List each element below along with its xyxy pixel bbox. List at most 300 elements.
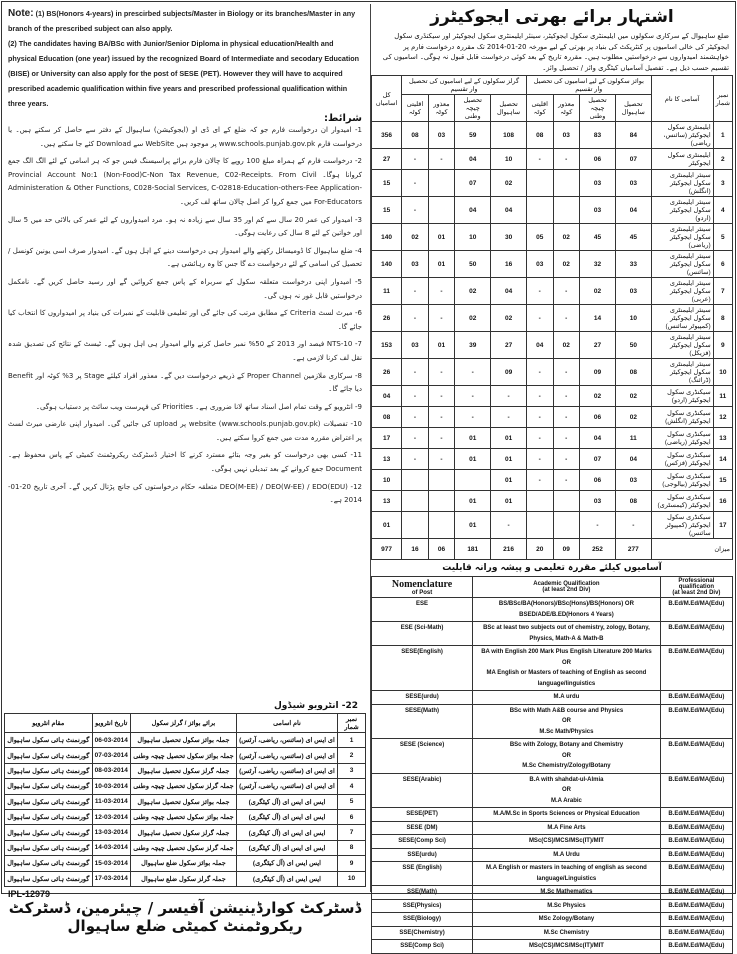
qual-header-cell [372,577,473,598]
vacancy-row [372,428,733,449]
vacancy-count: 16 [491,251,527,278]
vacancy-row [372,491,733,512]
vacancy-count [402,512,429,539]
schedule-cell: 17-03-2014 [92,871,130,886]
qual-cell: B.Ed/M.Ed/MA(Edu) [660,704,732,739]
vacancy-count: - [526,407,553,428]
row-post: سیکنڈری سکول ایجوکیٹر (کمپیوٹر سائنس) [651,512,713,539]
row-post: سینئر ایلیمنٹری سکول ایجوکیٹر (ڈرائنگ) [651,359,713,386]
qual-cell: BS/BSc/BA(Honors)/BSc(Hons)/BS(Honors) OR BSED/ADE/B.ED(Honors 4 Years) [473,598,661,622]
qual-cell: B.Ed/M.Ed/MA(Edu) [660,899,732,913]
schedule-row [5,733,366,748]
schedule-heading: 22- انٹرویو شیڈول [273,701,358,711]
vacancy-count: - [428,359,454,386]
ad-intro: ضلع ساہیوال کے سرکاری سکولوں میں ایلیمنٹری سکول ایجوکیٹر، سینئر ایلیمنٹری سکول ایجوکیٹر اور سیکنڈری سکول ایجوکیٹر کی خالی اسامیوں پر کنٹریکٹ کی بنیاد پر بھرتی کے لیے مورخہ 20-01-2014 تک مقررہ درخواست فارم پر خواہشمند امیدواروں سے درخواستیں مطلوب ہیں۔ مقررہ تاریخ کے بعد کوئی درخواست قابل قبول نہ ہوگی۔ اسامیوں کی تقسیم حسب ذیل ہے۔ تفصیل آسامیاں کیٹگری وائز / تحصیل وائز۔ [382,32,729,72]
vacancy-count: - [455,386,491,407]
qual-row [372,926,733,940]
vacancy-count: - [553,386,579,407]
vacancy-count [553,170,579,197]
vacancy-count: 15 [372,170,402,197]
vacancy-count: 10 [372,470,402,491]
vacancy-count: - [402,305,429,332]
vacancy-row [372,305,733,332]
vacancy-count: 27 [580,332,616,359]
vacancy-count: - [580,512,616,539]
vacancy-count: 04 [615,449,651,470]
vacancy-count: 03 [615,470,651,491]
schedule-header-cell: مقام انٹرویو [5,714,93,733]
schedule-row [5,871,366,886]
qual-cell: SESE(PET) [372,808,473,822]
vacancy-count [553,491,579,512]
qual-cell: SSE(Comp Sci) [372,940,473,954]
vacancy-count: 02 [491,305,527,332]
vacancy-count: 15 [372,197,402,224]
vacancy-count: 27 [491,332,527,359]
vacancy-row [372,251,733,278]
schedule-cell: گورنمنٹ ہائی سکول ساہیوال [5,871,93,886]
qual-row [372,691,733,705]
vacancy-count: - [553,407,579,428]
qual-cell: B.Ed/M.Ed/MA(Edu) [660,862,732,886]
vacancy-count: 02 [402,224,429,251]
vacancy-count [428,470,454,491]
qual-cell: B.Ed/M.Ed/MA(Edu) [660,835,732,849]
qual-cell: SSE(Chemistry) [372,926,473,940]
note-section [4,4,366,113]
row-post: سیکنڈری سکول ایجوکیٹر (بیالوجی) [651,470,713,491]
vacancy-count: - [402,278,429,305]
schedule-row [5,825,366,840]
qual-cell: SSE(Biology) [372,913,473,927]
vacancy-count: 30 [491,224,527,251]
qual-cell: B.Ed/M.Ed/MA(Edu) [660,622,732,646]
schedule-row [5,809,366,824]
vacancy-count: - [553,428,579,449]
condition-item: 5- امیدوار اپنی درخواست متعلقہ سکول کے سربراہ کے پاس جمع کروائیں گے اور رسید حاصل کریں گے۔ نامکمل درخواستیں قابل غور نہ ہوں گی۔ [8,277,362,300]
vacancy-count [526,491,553,512]
qual-row [372,622,733,646]
right-column [370,4,733,949]
vacancy-count: 04 [491,197,527,224]
vacancy-count: - [402,170,429,197]
qual-cell: SESE(Arabic) [372,773,473,808]
row-no: 9 [713,332,732,359]
vacancy-count: - [455,359,491,386]
vacancy-count [428,512,454,539]
schedule-cell: 07-03-2014 [92,748,130,763]
qual-cell: B.Ed/M.Ed/MA(Edu) [660,848,732,862]
schedule-cell: 2 [338,748,366,763]
qual-cell: M.A English or masters in teaching of english as second language/Linguistics [473,862,661,886]
vacancy-count: 50 [455,251,491,278]
note-2: (2) The candidates having BA/BSc with Junior/Senior Diploma in physical education/Health and physical Education (one year) issued by the recognized Board of Intermediate and secodary Education (BISE) or University can also apply for the post of SESE (PET). However they will have to acquired prescribed academic qualification within five years and prescribed professional qualification within three years. [8,39,360,108]
vacancy-count: 04 [615,197,651,224]
row-post: سیکنڈری سکول ایجوکیٹر (کیمسٹری) [651,491,713,512]
note-label: Note: [8,8,34,19]
vacancy-count: 59 [455,122,491,149]
vacancy-count: 04 [580,428,616,449]
schedule-row [5,856,366,871]
schedule-cell: جملہ گرلز سکول تحصیل چیچہ وطنی [130,779,236,794]
vacancy-count: 153 [372,332,402,359]
qual-row [372,598,733,622]
qual-header-sub: of Post [411,589,433,596]
condition-item: 10- تفصیلات website (www.schools.punjab.gov.pk) پر upload کی جائیں گی۔ امیدوار اپنی عارضی میرٹ لسٹ پر اعتراض مقررہ مدت میں جمع کروا سکتے ہیں۔ [8,420,362,442]
row-no: 5 [713,224,732,251]
vacancy-count: 01 [428,251,454,278]
qual-header-row [372,577,733,598]
vacancy-count: - [615,512,651,539]
header-total: کل اسامیاں [372,76,402,122]
vacancy-count: 10 [455,224,491,251]
row-no: 2 [713,149,732,170]
condition-item: 2- درخواست فارم کے ہمراہ مبلغ 100 روپے کا چالان فارم برائے پراسیسنگ فیس جو کہ ہر اسامی کے لئے الگ الگ جمع کروانا ہوگا۔ Provincial Account No:1 (Non-Food)C-Non Tax Revenue, C02-Receipts. From Civil Administeration & Other Functions, C028-Social Services, C-02818-Education-others-Fee Application-For-Educators میں جمع کروا کر اصل چالان ساتھ لف کریں۔ [8,157,363,206]
row-no: 15 [713,470,732,491]
vacancy-count: - [428,278,454,305]
schedule-cell: جملہ بوائز سکول تحصیل ساہیوال [130,794,236,809]
row-post: سینئر ایلیمنٹری سکول ایجوکیٹر (اردو) [651,197,713,224]
qual-header-cell [660,577,732,598]
vacancy-count: 27 [372,149,402,170]
condition-item: 4- ضلع ساہیوال کا ڈومیسائل رکھنے والے امیدوار ہی درخواست دینے کے اہل ہوں گے۔ امیدوار صرف اسی یونین کونسل / تحصیل کی اسامی کے لئے درخواست دے گا جس کا وہ رہائشی ہے۔ [8,246,362,269]
vacancy-count: 03 [428,122,454,149]
vacancy-count: 50 [615,332,651,359]
row-no: 1 [713,122,732,149]
qual-header-sub: (at least 2nd Div) [672,590,721,596]
vacancy-count: 06 [580,407,616,428]
vacancy-count: 01 [491,491,527,512]
row-no: 14 [713,449,732,470]
vacancy-row [372,170,733,197]
vacancy-count: - [402,359,429,386]
qual-cell: BSc with Math A&B course and Physics OR M.Sc Math/Physics [473,704,661,739]
schedule-cell: جملہ بوائز سکول تحصیل چیچہ وطنی [130,809,236,824]
qual-cell: M.A Urdu [473,848,661,862]
vacancy-count: 84 [615,122,651,149]
vacancy-count: 01 [491,449,527,470]
schedule-row [5,794,366,809]
vacancy-count: 32 [580,251,616,278]
vacancy-count: 10 [491,149,527,170]
vacancy-count: 07 [615,149,651,170]
qual-cell: B.Ed/M.Ed/MA(Edu) [660,773,732,808]
qual-cell: B.A with shahdat-ul-Almia OR M.A Arabic [473,773,661,808]
vacancy-count: 06 [580,470,616,491]
vacancy-count: 01 [455,512,491,539]
schedule-cell: گورنمنٹ ہائی سکول ساہیوال [5,748,93,763]
vacancy-count: 02 [455,305,491,332]
schedule-cell: 6 [338,809,366,824]
vacancy-row [372,224,733,251]
row-no: 10 [713,359,732,386]
vacancy-count: - [402,407,429,428]
conditions-heading: شرائط: [324,113,362,124]
schedule-cell: گورنمنٹ ہائی سکول ساہیوال [5,733,93,748]
vacancy-count: 39 [455,332,491,359]
vacancy-count: 08 [526,122,553,149]
vacancy-count: - [402,149,429,170]
vacancy-count: 04 [372,386,402,407]
vacancy-count: 02 [615,386,651,407]
vacancy-count: 07 [580,449,616,470]
vacancy-count: 09 [491,359,527,386]
vacancy-count: 11 [372,278,402,305]
row-post: سینئر ایلیمنٹری سکول ایجوکیٹر (انگلش) [651,170,713,197]
schedule-cell: ای ایس ای (سائنس، ریاضی، آرٹس) [236,763,337,778]
condition-item: 8- سرکاری ملازمین Proper Channel کے ذریعے درخواست دیں گے۔ معذور افراد کیلئے Stage پر 3% کوٹہ اور Benefit دیا جائے گا۔ [8,371,362,394]
vacancy-count: 01 [491,428,527,449]
ad-title: اشتہار برائے بھرتی ایجوکیٹرز [430,7,674,27]
vacancy-count: 02 [580,278,616,305]
header-girls: گرلز سکولوں کے لیے اسامیوں کی تحصیل وار تقسیم [402,76,527,95]
footer-signature: ڈسٹرکٹ کوارڈینیشن آفیسر / چیئرمین، ڈسٹرکٹ ریکروٹمنٹ کمیٹی ضلع ساہیوال [8,898,362,935]
vacancy-count [428,491,454,512]
qual-cell: M.Sc Physics [473,899,661,913]
vacancy-count: 01 [455,428,491,449]
qual-cell: MSc Zology/Botany [473,913,661,927]
schedule-cell: 8 [338,840,366,855]
qualification-heading: آسامیوں کیلئے مقررہ تعلیمی و پیشہ ورانہ قابلیت [442,563,662,573]
vacancy-count: 83 [580,122,616,149]
vacancy-count: 17 [372,428,402,449]
schedule-cell: گورنمنٹ ہائی سکول ساہیوال [5,840,93,855]
vacancy-count [455,470,491,491]
vacancy-count: 03 [580,170,616,197]
qual-row [372,862,733,886]
schedule-cell: 1 [338,733,366,748]
vacancy-count: 03 [580,197,616,224]
row-post: سینئر ایلیمنٹری سکول ایجوکیٹر (عربی) [651,278,713,305]
vacancy-count: - [402,428,429,449]
vacancy-count: 356 [372,122,402,149]
vacancy-count: 03 [615,278,651,305]
condition-item: 9- انٹرویو کے وقت تمام اصل اسناد ساتھ لانا ضروری ہے۔ Priorities کی فہرست ویب سائٹ پر دستیاب ہوگی۔ [35,402,362,411]
vacancy-count: 03 [402,251,429,278]
qual-row [372,739,733,774]
vacancy-count: 45 [580,224,616,251]
vacancy-count: 13 [372,491,402,512]
qual-header-title: Nomenclature [391,578,453,590]
header-post: آسامی کا نام [651,76,713,122]
qual-cell: M.Sc Mathematics [473,886,661,900]
vacancy-count: 05 [526,224,553,251]
vacancy-count: 02 [615,407,651,428]
vacancy-count: - [526,449,553,470]
vacancy-count: - [526,470,553,491]
schedule-cell: 4 [338,779,366,794]
vacancy-row [372,449,733,470]
vacancy-count: - [428,428,454,449]
schedule-cell: 15-03-2014 [92,856,130,871]
vacancy-count: - [553,149,579,170]
schedule-cell: ایس ای ایس ای (آل کیٹگری) [236,825,337,840]
vacancy-row [372,122,733,149]
vacancy-count: 06 [428,539,454,560]
subheader-cell: اقلیتی کوٹہ [526,95,553,122]
schedule-cell: ایس ای ایس ای (آل کیٹگری) [236,809,337,824]
vacancy-count: 20 [526,539,553,560]
qual-cell: B.Ed/M.Ed/MA(Edu) [660,808,732,822]
row-no: 12 [713,407,732,428]
schedule-cell: 10-03-2014 [92,779,130,794]
qual-cell: SSE(urdu) [372,848,473,862]
qual-cell: B.Ed/M.Ed/MA(Edu) [660,940,732,954]
condition-item: 12- DEO(M-EE) / DEO(W-EE) / EDO(EDU) متعلقہ حکام درخواستوں کی جانچ پڑتال کریں گے۔ آخری تاریخ 20-01-2014 ہے۔ [8,482,362,505]
vacancy-count: - [553,470,579,491]
vacancy-row [372,278,733,305]
vacancy-count: 02 [580,386,616,407]
qual-cell: SESE(Math) [372,704,473,739]
vacancy-count: 08 [615,359,651,386]
vacancy-count: 09 [580,359,616,386]
row-no: 3 [713,170,732,197]
vacancy-count: - [526,359,553,386]
vacancy-count: 01 [455,491,491,512]
schedule-cell: جملہ گرلز سکول تحصیل ساہیوال [130,763,236,778]
qual-header-title: Academic Qualification [533,581,600,587]
vacancy-header-row [372,76,733,95]
qual-header-title: Professional qualification [678,578,715,590]
vacancy-count: - [526,305,553,332]
vacancy-count: - [491,407,527,428]
row-no: 6 [713,251,732,278]
vacancy-count: 277 [615,539,651,560]
qual-cell: BSc with Zology, Botany and Chemistry OR M.Sc Chemistry/Zology/Botany [473,739,661,774]
vacancy-row [372,332,733,359]
schedule-cell: جملہ گرلز سکول تحصیل چیچہ وطنی [130,840,236,855]
qual-cell: SESE(English) [372,646,473,691]
qual-cell: SESE(urdu) [372,691,473,705]
vacancy-count: 01 [428,332,454,359]
qual-cell: ESE [372,598,473,622]
schedule-row [5,748,366,763]
header-no: نمبر شمار [713,76,732,122]
schedule-cell: ای ایس ای (سائنس، ریاضی، آرٹس) [236,733,337,748]
row-no: 4 [713,197,732,224]
vacancy-count: 03 [526,251,553,278]
vacancy-count: - [428,449,454,470]
vacancy-count: 10 [615,305,651,332]
qual-row [372,940,733,954]
vacancy-count: - [402,197,429,224]
vacancy-count [428,170,454,197]
qual-cell: B.Ed/M.Ed/MA(Edu) [660,926,732,940]
qual-cell: SESE (Science) [372,739,473,774]
schedule-row [5,840,366,855]
vacancy-count: 03 [402,332,429,359]
note-1: (1) BS(Honors 4-years) in prescirbed subjects/Master in Biology or its branches/Master in any branch of the prescribed subject can also apply. [8,9,356,33]
schedule-cell: 10 [338,871,366,886]
vacancy-count: - [553,305,579,332]
qual-row [372,848,733,862]
condition-item: 3- امیدوار کی عمر 20 سال سے کم اور 35 سال سے زیادہ نہ ہو۔ مرد امیدواروں کے لئے عمر کی بالائی حد میں 5 سال اور خواتین کے لئے 8 سال کی رعایت ہوگی۔ [8,215,362,238]
vacancy-count: 03 [553,122,579,149]
row-post: سیکنڈری سکول ایجوکیٹر (فزکس) [651,449,713,470]
row-no: 7 [713,278,732,305]
vacancy-count: - [553,278,579,305]
schedule-cell: جملہ گرلز سکول ضلع ساہیوال [130,871,236,886]
vacancy-count: 33 [615,251,651,278]
schedule-cell: گورنمنٹ ہائی سکول ساہیوال [5,809,93,824]
qual-row [372,704,733,739]
qual-row [372,821,733,835]
qual-cell: M.A urdu [473,691,661,705]
schedule-header-cell: تاریخ انٹرویو [92,714,130,733]
qual-cell: B.Ed/M.Ed/MA(Edu) [660,646,732,691]
vacancy-count: 02 [455,278,491,305]
qual-header-sub: (at least 2nd Div) [542,587,591,593]
vacancy-count: 06 [580,149,616,170]
qual-cell: SSE (English) [372,862,473,886]
vacancy-count [526,170,553,197]
qual-row [372,886,733,900]
schedule-cell: ای ایس ای (سائنس، ریاضی، آرٹس) [236,779,337,794]
row-no: 16 [713,491,732,512]
vacancy-total-row [372,539,733,560]
vacancy-count [553,197,579,224]
row-no: 17 [713,512,732,539]
vacancy-count: 01 [491,470,527,491]
vacancy-count: 02 [491,170,527,197]
row-post: سینئر ایلیمنٹری سکول ایجوکیٹر (فزیکل) [651,332,713,359]
vacancy-row [372,470,733,491]
vacancy-count: 26 [372,359,402,386]
schedule-cell: 9 [338,856,366,871]
schedule-cell: جملہ گرلز سکول تحصیل ساہیوال [130,825,236,840]
vacancy-count: - [526,428,553,449]
condition-item: 1- امیدوار ان درخواست فارم جو کہ ضلع کے ای ڈی او (ایجوکیشن) ساہیوال کے دفتر سے حاصل کر سکتے ہیں۔ یا درخواست فارم www.schools.punjab.gov.pk پر موجود ہیں WebSite سے Download کئے جا سکتے ہیں۔ [8,126,362,148]
vacancy-count: 252 [580,539,616,560]
conditions-list [4,124,366,699]
vacancy-row [372,512,733,539]
row-post: سینئر ایلیمنٹری سکول ایجوکیٹر (ریاضی) [651,224,713,251]
qual-cell: SESE(Comp Sci) [372,835,473,849]
qual-cell: B.Ed/M.Ed/MA(Edu) [660,739,732,774]
vacancy-row [372,149,733,170]
vacancy-count: 04 [455,197,491,224]
qual-cell: BA with English 200 Mark Plus English Literature 200 Marks OR MA English or Masters of teaching of English as second language/linguistics [473,646,661,691]
vacancy-count: 07 [455,170,491,197]
row-post: سیکنڈری سکول ایجوکیٹر (ریاضی) [651,428,713,449]
row-no: 8 [713,305,732,332]
schedule-cell: گورنمنٹ ہائی سکول ساہیوال [5,856,93,871]
schedule-cell: 11-03-2014 [92,794,130,809]
vacancy-count [526,512,553,539]
qual-row [372,808,733,822]
vacancy-count: - [553,449,579,470]
condition-item: 11- کسی بھی درخواست کو بغیر وجہ بتائے مسترد کرنے کا اختیار ڈسٹرکٹ ریکروٹمنٹ کمیٹی کے پاس محفوظ ہے۔ Document جمع کروانے کے بعد تبدیلی نہیں ہوگی۔ [8,451,362,474]
qual-cell: ESE (Sci-Math) [372,622,473,646]
vacancy-count: - [428,407,454,428]
row-no: 13 [713,428,732,449]
schedule-row [5,779,366,794]
qual-cell: MSc(CS)/MCS/MSc(IT)/MIT [473,940,661,954]
schedule-cell: 5 [338,794,366,809]
qual-header-cell [473,577,661,598]
row-post: سینئر ایلیمنٹری سکول ایجوکیٹر (سائنس) [651,251,713,278]
vacancy-count: - [402,386,429,407]
vacancy-count: 08 [402,122,429,149]
vacancy-row [372,386,733,407]
row-post: سینئر ایلیمنٹری سکول ایجوکیٹر (کمپیوٹر سائنس) [651,305,713,332]
qual-cell: B.Ed/M.Ed/MA(Edu) [660,913,732,927]
vacancy-count: - [553,359,579,386]
schedule-header-row [5,714,366,733]
vacancy-count: 181 [455,539,491,560]
row-post: ایلیمنٹری سکول ایجوکیٹر [651,149,713,170]
qual-cell: BSc at least two subjects out of chemistry, zology, Botany, Physics, Math-A & Math-B [473,622,661,646]
